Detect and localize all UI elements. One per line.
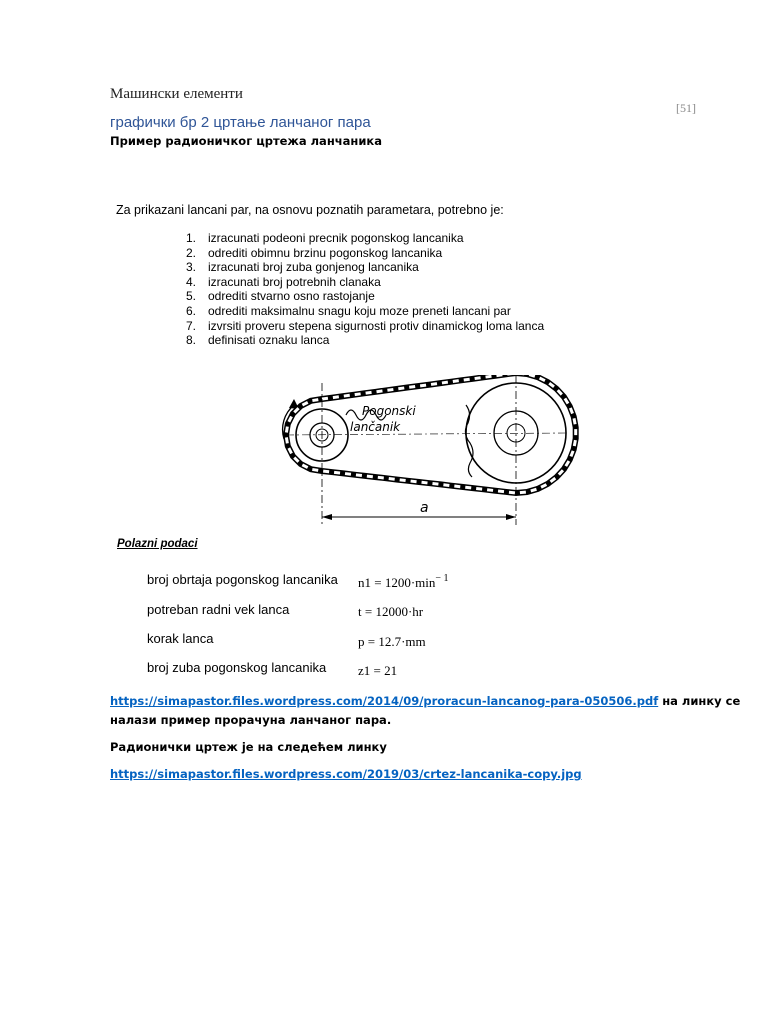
task-item: [186, 333, 544, 348]
param-label: potreban radni vek lanca: [147, 602, 290, 617]
task-text: izracunati broj potrebnih clanaka: [208, 274, 381, 289]
dimension-arrow-left: [322, 514, 332, 520]
reference-paragraph-2: Радионички цртеж је на следећем линку: [110, 740, 387, 754]
task-text: odrediti obimnu brzinu pogonskog lancanika: [208, 245, 443, 260]
drawing-link[interactable]: https://simapastor.files.wordpress.com/2019/03/crtez-lancanika-copy.jpg: [110, 767, 582, 781]
param-value-text: z1 = 21: [358, 663, 398, 678]
task-item: [186, 260, 544, 275]
task-number: 5.: [186, 289, 197, 304]
task-text: odrediti stvarno osno rastojanje: [208, 289, 375, 304]
task-item: [186, 246, 544, 261]
task-item: [186, 275, 544, 290]
task-number: 4.: [186, 274, 197, 289]
chain-drive-diagram: [266, 375, 586, 530]
param-label: korak lanca: [147, 631, 214, 646]
task-number: 6.: [186, 303, 197, 318]
task-number: 7.: [186, 318, 197, 333]
page-number: [51]: [676, 101, 696, 115]
reference-paragraph-3: [110, 767, 582, 781]
param-value: [358, 604, 423, 620]
reference-paragraph-1-cont: налази пример прорачуна ланчаног пара.: [110, 713, 392, 727]
task-item: [186, 304, 544, 319]
task-text: izvrsiti proveru stepena sigurnosti protiv dinamickog loma lanca: [208, 318, 545, 333]
task-text: izracunati broj zuba gonjenog lancanika: [208, 260, 419, 275]
param-value: [358, 573, 449, 591]
drive-sprocket-label-line1: Pogonski: [362, 404, 416, 418]
task-item: [186, 231, 544, 246]
calculation-example-link[interactable]: https://simapastor.files.wordpress.com/2014/09/proracun-lancanog-para-050506.pdf: [110, 694, 659, 708]
task-intro: Za prikazani lancani par, na osnovu poznatih parametara, potrebno je:: [116, 203, 504, 217]
assignment-subheading: Пример радионичког цртежа ланчаника: [110, 134, 382, 148]
task-item: [186, 289, 544, 304]
task-number: 8.: [186, 333, 197, 348]
task-text: definisati oznaku lanca: [208, 333, 330, 348]
given-data-heading: Polazni podaci: [117, 538, 198, 550]
drive-sprocket-label-line2: lančanik: [350, 420, 401, 434]
reference-paragraph-1: [110, 694, 740, 708]
document-header-title: Машински елементи: [110, 86, 243, 102]
param-value-text: t = 12000·hr: [358, 604, 424, 619]
dimension-label: a: [420, 500, 429, 516]
param-exponent: − 1: [435, 573, 449, 584]
param-value-text: n1 = 1200·min: [358, 575, 436, 590]
param-value: [358, 663, 397, 679]
assignment-subtitle: графички бр 2 цртање ланчаног пара: [110, 114, 371, 131]
reference-text-tail: на линку се: [658, 694, 741, 708]
param-label: broj zuba pogonskog lancanika: [147, 660, 327, 675]
task-text: izracunati podeoni precnik pogonskog lancanika: [208, 231, 464, 245]
param-value-text: p = 12.7·mm: [358, 634, 426, 649]
task-number: 1.: [186, 231, 197, 245]
task-text: odrediti maksimalnu snagu koju moze preneti lancani par: [208, 303, 511, 318]
task-number: 2.: [186, 245, 197, 260]
param-label: broj obrtaja pogonskog lancanika: [147, 572, 338, 587]
param-value: [358, 634, 426, 650]
task-item: [186, 319, 544, 334]
task-number: 3.: [186, 260, 197, 275]
task-list: [186, 231, 544, 348]
dimension-arrow-right: [506, 514, 516, 520]
